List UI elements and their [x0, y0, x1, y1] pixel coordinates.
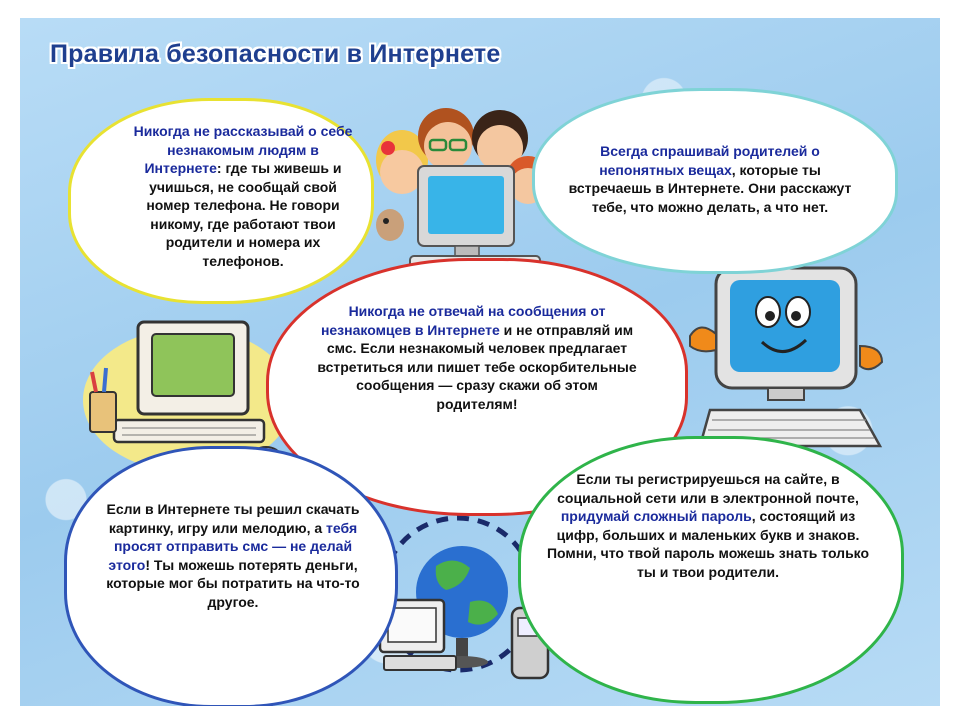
- tip-strangers-highlight: Никогда не отвечай на сообщения от незнакомцев в Интернете: [320, 303, 606, 338]
- tip-strangers: [316, 302, 638, 413]
- tip-password-text-after: , состоящий из цифр, больших и маленьких букв и знаков. Помни, что твой пароль можешь знать только ты и твои родители.: [546, 508, 870, 580]
- tip-sms-downloads-highlight: тебя просят отправить смс — не делай этого: [108, 519, 358, 573]
- page-title: Правила безопасности в Интернете: [50, 40, 501, 68]
- tip-sms-downloads-text-before: Если в Интернете ты решил скачать картинку, игру или мелодию, а: [106, 501, 360, 536]
- tip-ask-parents-highlight: Всегда спрашивай родителей о непонятных вещах: [599, 143, 820, 178]
- tip-password-text-before: Если ты регистрируешься на сайте, в социальной сети или в электронной почте,: [557, 471, 859, 506]
- tip-sms-downloads: [102, 500, 364, 611]
- tip-personal-info-text: : где ты живешь и учишься, не сообщай свой номер телефона. Не говори никому, где работают твои родители и номера их телефонов.: [146, 160, 342, 269]
- tip-password-highlight: придумай сложный пароль: [560, 508, 752, 524]
- tip-ask-parents-text: , которые ты встречаешь в Интернете. Они расскажут тебе, что можно делать, а что нет.: [568, 161, 852, 215]
- poster: [20, 18, 940, 706]
- tip-ask-parents: [560, 142, 860, 216]
- tip-sms-downloads-text-after: ! Ты можешь потерять деньги, которые мог бы потратить на что-то другое.: [106, 556, 360, 610]
- tip-personal-info: [130, 122, 356, 270]
- tip-personal-info-highlight: Никогда не рассказывай о себе незнакомым людям в Интернете: [133, 123, 353, 176]
- tip-strangers-text: и не отправляй им смс. Если незнакомый человек предлагает встретиться или пишет тебе оскорбительные сообщения — сразу скажи об этом родителям!: [317, 321, 637, 412]
- tip-password: [538, 470, 878, 581]
